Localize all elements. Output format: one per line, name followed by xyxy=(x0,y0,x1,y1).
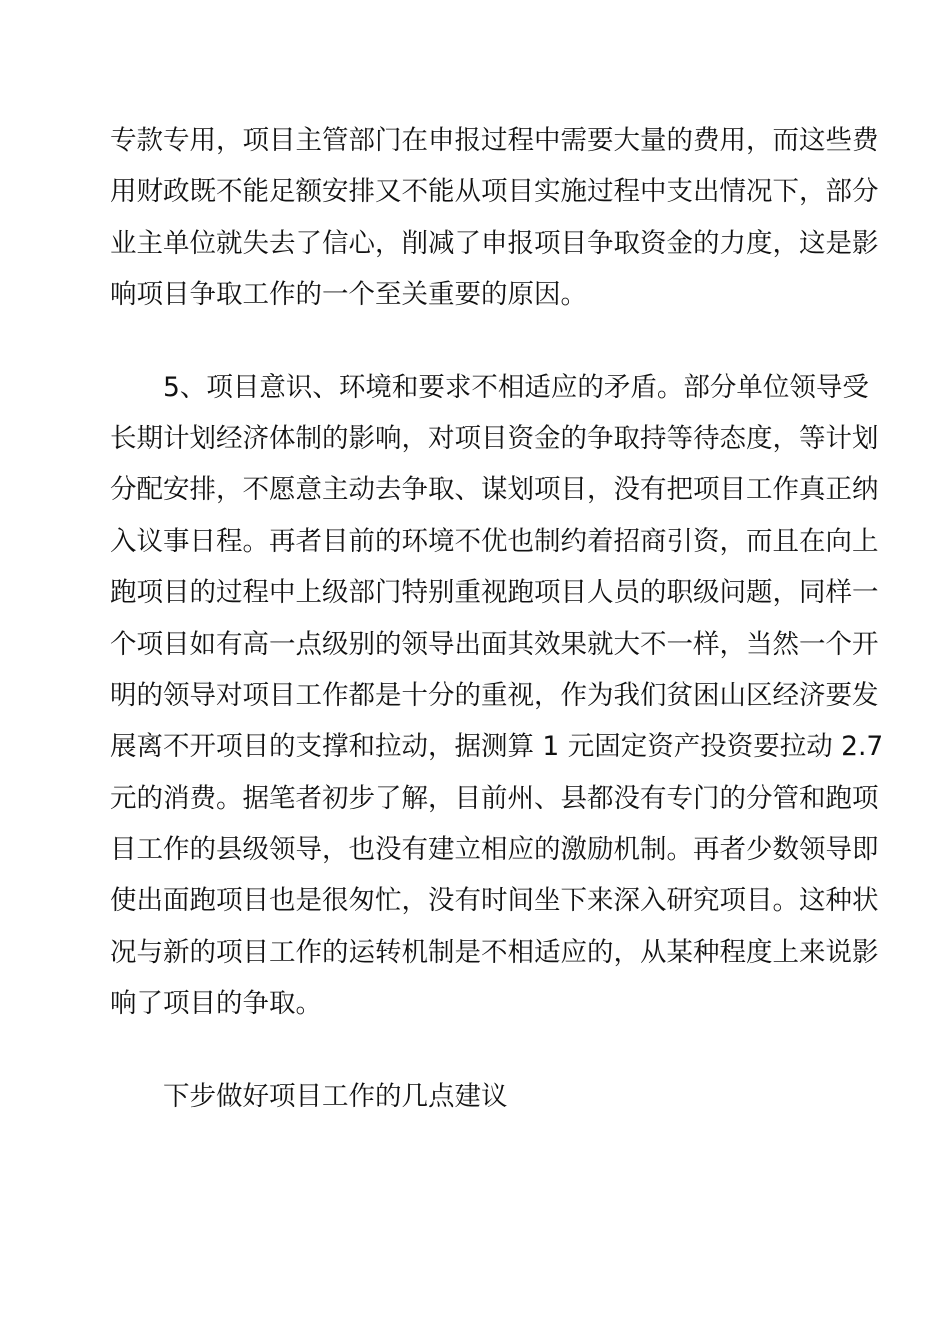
paragraph-line: 明的领导对项目工作都是十分的重视，作为我们贫困山区经济要发 xyxy=(110,679,879,711)
paragraph-gap xyxy=(110,1030,852,1071)
paragraph-line: 业主单位就失去了信心，削减了申报项目争取资金的力度，这是影 xyxy=(110,227,879,259)
paragraph-line: 用财政既不能足额安排又不能从项目实施过程中支出情况下，部分 xyxy=(110,176,879,208)
paragraph-line: 入议事日程。再者目前的环境不优也制约着招商引资，而且在向上 xyxy=(110,525,879,557)
paragraph-line: 跑项目的过程中上级部门特别重视跑项目人员的职级问题，同样一 xyxy=(110,577,879,609)
paragraph-gap xyxy=(110,321,852,362)
paragraph-line: 专款专用，项目主管部门在申报过程中需要大量的费用，而这些费 xyxy=(110,125,879,156)
paragraph-funding-costs xyxy=(110,115,879,321)
paragraph-line: 响了项目的争取。 xyxy=(110,988,322,1020)
paragraph-line: 5、项目意识、环境和要求不相适应的矛盾。部分单位领导受 xyxy=(163,371,869,403)
section-heading xyxy=(110,1071,852,1122)
paragraph-line: 长期计划经济体制的影响，对项目资金的争取持等待态度，等计划 xyxy=(110,422,879,454)
paragraph-line: 展离不开项目的支撑和拉动，据测算 1 元固定资产投资要拉动 2.7 xyxy=(110,731,884,763)
paragraph-line: 目工作的县级领导，也没有建立相应的激励机制。再者少数领导即 xyxy=(110,834,879,866)
paragraph-item-5 xyxy=(110,362,884,1030)
paragraph-line: 分配安排，不愿意主动去争取、谋划项目，没有把项目工作真正纳 xyxy=(110,474,879,506)
paragraph-line: 元的消费。据笔者初步了解，目前州、县都没有专门的分管和跑项 xyxy=(110,782,879,814)
paragraph-line: 响项目争取工作的一个至关重要的原因。 xyxy=(110,279,587,311)
paragraph-line: 况与新的项目工作的运转机制是不相适应的，从某种程度上来说影 xyxy=(110,936,879,968)
paragraph-line: 个项目如有高一点级别的领导出面其效果就大不一样，当然一个开 xyxy=(110,628,879,660)
document-body xyxy=(110,115,884,1122)
paragraph-line: 使出面跑项目也是很匆忙，没有时间坐下来深入研究项目。这种状 xyxy=(110,885,879,917)
heading-line: 下步做好项目工作的几点建议 xyxy=(163,1080,508,1112)
